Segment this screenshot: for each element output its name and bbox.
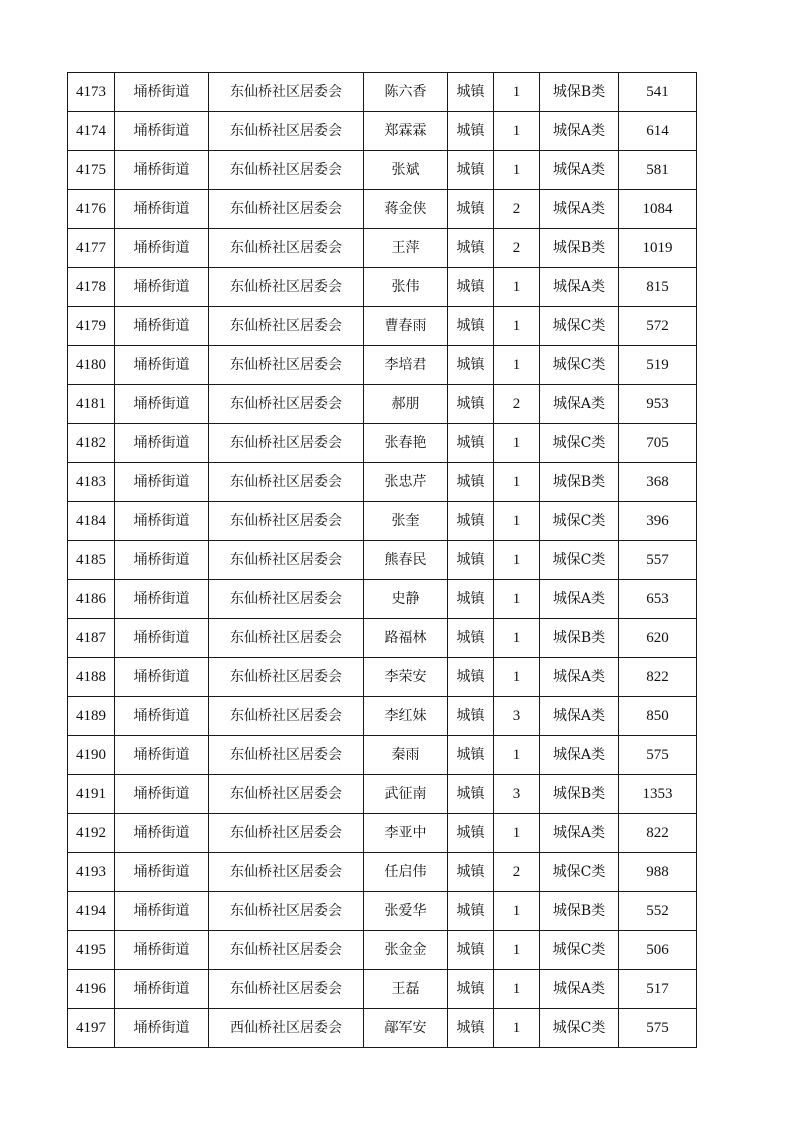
category-cell: 城保B类 [540, 619, 619, 658]
subdistrict-cell: 埇桥街道 [115, 190, 209, 229]
household-type-cell: 城镇 [448, 775, 494, 814]
serial-number-cell: 4179 [68, 307, 115, 346]
table-row [68, 190, 697, 229]
household-type-cell: 城镇 [448, 190, 494, 229]
name-cell: 张春艳 [364, 424, 448, 463]
category-cell: 城保C类 [540, 931, 619, 970]
category-cell: 城保A类 [540, 268, 619, 307]
subdistrict-cell: 埇桥街道 [115, 931, 209, 970]
table-row [68, 112, 697, 151]
table-row [68, 268, 697, 307]
household-type-cell: 城镇 [448, 229, 494, 268]
member-count-cell: 1 [494, 658, 540, 697]
table-row [68, 853, 697, 892]
household-type-cell: 城镇 [448, 970, 494, 1009]
category-cell: 城保C类 [540, 541, 619, 580]
community-cell: 东仙桥社区居委会 [209, 775, 364, 814]
amount-cell: 953 [619, 385, 697, 424]
community-cell: 西仙桥社区居委会 [209, 1009, 364, 1048]
table-row [68, 307, 697, 346]
member-count-cell: 2 [494, 385, 540, 424]
amount-cell: 988 [619, 853, 697, 892]
amount-cell: 552 [619, 892, 697, 931]
member-count-cell: 1 [494, 346, 540, 385]
household-type-cell: 城镇 [448, 346, 494, 385]
category-cell: 城保A类 [540, 385, 619, 424]
community-cell: 东仙桥社区居委会 [209, 736, 364, 775]
subdistrict-cell: 埇桥街道 [115, 541, 209, 580]
household-type-cell: 城镇 [448, 268, 494, 307]
serial-number-cell: 4190 [68, 736, 115, 775]
table-row [68, 73, 697, 112]
table-row [68, 892, 697, 931]
member-count-cell: 2 [494, 190, 540, 229]
subdistrict-cell: 埇桥街道 [115, 619, 209, 658]
name-cell: 蒋金侠 [364, 190, 448, 229]
name-cell: 李亚中 [364, 814, 448, 853]
amount-cell: 519 [619, 346, 697, 385]
table-row [68, 658, 697, 697]
community-cell: 东仙桥社区居委会 [209, 814, 364, 853]
category-cell: 城保A类 [540, 697, 619, 736]
member-count-cell: 1 [494, 112, 540, 151]
member-count-cell: 1 [494, 736, 540, 775]
community-cell: 东仙桥社区居委会 [209, 619, 364, 658]
community-cell: 东仙桥社区居委会 [209, 541, 364, 580]
table-row [68, 346, 697, 385]
subdistrict-cell: 埇桥街道 [115, 892, 209, 931]
serial-number-cell: 4173 [68, 73, 115, 112]
community-cell: 东仙桥社区居委会 [209, 580, 364, 619]
name-cell: 李培君 [364, 346, 448, 385]
subdistrict-cell: 埇桥街道 [115, 307, 209, 346]
member-count-cell: 2 [494, 853, 540, 892]
community-cell: 东仙桥社区居委会 [209, 307, 364, 346]
member-count-cell: 3 [494, 697, 540, 736]
household-type-cell: 城镇 [448, 658, 494, 697]
community-cell: 东仙桥社区居委会 [209, 268, 364, 307]
member-count-cell: 1 [494, 580, 540, 619]
name-cell: 李红妹 [364, 697, 448, 736]
community-cell: 东仙桥社区居委会 [209, 73, 364, 112]
category-cell: 城保A类 [540, 970, 619, 1009]
serial-number-cell: 4174 [68, 112, 115, 151]
household-type-cell: 城镇 [448, 1009, 494, 1048]
name-cell: 郑霖霖 [364, 112, 448, 151]
amount-cell: 1019 [619, 229, 697, 268]
table-row [68, 736, 697, 775]
serial-number-cell: 4175 [68, 151, 115, 190]
serial-number-cell: 4177 [68, 229, 115, 268]
table-row [68, 775, 697, 814]
member-count-cell: 1 [494, 463, 540, 502]
household-type-cell: 城镇 [448, 541, 494, 580]
serial-number-cell: 4185 [68, 541, 115, 580]
community-cell: 东仙桥社区居委会 [209, 151, 364, 190]
member-count-cell: 1 [494, 931, 540, 970]
amount-cell: 396 [619, 502, 697, 541]
serial-number-cell: 4193 [68, 853, 115, 892]
category-cell: 城保C类 [540, 853, 619, 892]
amount-cell: 575 [619, 736, 697, 775]
member-count-cell: 1 [494, 619, 540, 658]
table-row [68, 697, 697, 736]
member-count-cell: 1 [494, 268, 540, 307]
subdistrict-cell: 埇桥街道 [115, 775, 209, 814]
serial-number-cell: 4187 [68, 619, 115, 658]
household-type-cell: 城镇 [448, 853, 494, 892]
category-cell: 城保A类 [540, 736, 619, 775]
category-cell: 城保A类 [540, 580, 619, 619]
amount-cell: 575 [619, 1009, 697, 1048]
amount-cell: 822 [619, 814, 697, 853]
serial-number-cell: 4192 [68, 814, 115, 853]
amount-cell: 368 [619, 463, 697, 502]
member-count-cell: 1 [494, 970, 540, 1009]
community-cell: 东仙桥社区居委会 [209, 502, 364, 541]
household-type-cell: 城镇 [448, 112, 494, 151]
subdistrict-cell: 埇桥街道 [115, 229, 209, 268]
subdistrict-cell: 埇桥街道 [115, 736, 209, 775]
serial-number-cell: 4176 [68, 190, 115, 229]
name-cell: 秦雨 [364, 736, 448, 775]
subdistrict-cell: 埇桥街道 [115, 424, 209, 463]
amount-cell: 581 [619, 151, 697, 190]
table-row [68, 151, 697, 190]
name-cell: 张忠芹 [364, 463, 448, 502]
serial-number-cell: 4178 [68, 268, 115, 307]
serial-number-cell: 4189 [68, 697, 115, 736]
community-cell: 东仙桥社区居委会 [209, 658, 364, 697]
member-count-cell: 1 [494, 424, 540, 463]
category-cell: 城保C类 [540, 502, 619, 541]
category-cell: 城保C类 [540, 424, 619, 463]
category-cell: 城保B类 [540, 775, 619, 814]
roster-table [67, 72, 697, 1048]
category-cell: 城保A类 [540, 814, 619, 853]
name-cell: 王萍 [364, 229, 448, 268]
subdistrict-cell: 埇桥街道 [115, 814, 209, 853]
amount-cell: 620 [619, 619, 697, 658]
name-cell: 熊春民 [364, 541, 448, 580]
amount-cell: 517 [619, 970, 697, 1009]
community-cell: 东仙桥社区居委会 [209, 424, 364, 463]
name-cell: 任启伟 [364, 853, 448, 892]
table-row [68, 385, 697, 424]
community-cell: 东仙桥社区居委会 [209, 385, 364, 424]
community-cell: 东仙桥社区居委会 [209, 229, 364, 268]
community-cell: 东仙桥社区居委会 [209, 463, 364, 502]
serial-number-cell: 4197 [68, 1009, 115, 1048]
table-row [68, 970, 697, 1009]
household-type-cell: 城镇 [448, 697, 494, 736]
category-cell: 城保A类 [540, 658, 619, 697]
category-cell: 城保B类 [540, 463, 619, 502]
community-cell: 东仙桥社区居委会 [209, 853, 364, 892]
household-type-cell: 城镇 [448, 892, 494, 931]
household-type-cell: 城镇 [448, 73, 494, 112]
subdistrict-cell: 埇桥街道 [115, 502, 209, 541]
community-cell: 东仙桥社区居委会 [209, 970, 364, 1009]
subdistrict-cell: 埇桥街道 [115, 853, 209, 892]
household-type-cell: 城镇 [448, 424, 494, 463]
household-type-cell: 城镇 [448, 580, 494, 619]
household-type-cell: 城镇 [448, 151, 494, 190]
member-count-cell: 1 [494, 307, 540, 346]
amount-cell: 850 [619, 697, 697, 736]
subdistrict-cell: 埇桥街道 [115, 385, 209, 424]
roster-body [68, 73, 697, 1048]
household-type-cell: 城镇 [448, 307, 494, 346]
name-cell: 路福林 [364, 619, 448, 658]
amount-cell: 541 [619, 73, 697, 112]
subdistrict-cell: 埇桥街道 [115, 1009, 209, 1048]
household-type-cell: 城镇 [448, 385, 494, 424]
member-count-cell: 1 [494, 151, 540, 190]
community-cell: 东仙桥社区居委会 [209, 346, 364, 385]
household-type-cell: 城镇 [448, 619, 494, 658]
table-row [68, 814, 697, 853]
serial-number-cell: 4182 [68, 424, 115, 463]
member-count-cell: 1 [494, 1009, 540, 1048]
serial-number-cell: 4188 [68, 658, 115, 697]
table-row [68, 541, 697, 580]
name-cell: 张奎 [364, 502, 448, 541]
member-count-cell: 3 [494, 775, 540, 814]
amount-cell: 614 [619, 112, 697, 151]
name-cell: 张爱华 [364, 892, 448, 931]
serial-number-cell: 4191 [68, 775, 115, 814]
amount-cell: 822 [619, 658, 697, 697]
name-cell: 武征南 [364, 775, 448, 814]
amount-cell: 572 [619, 307, 697, 346]
category-cell: 城保A类 [540, 151, 619, 190]
member-count-cell: 1 [494, 73, 540, 112]
serial-number-cell: 4195 [68, 931, 115, 970]
amount-cell: 506 [619, 931, 697, 970]
subdistrict-cell: 埇桥街道 [115, 112, 209, 151]
member-count-cell: 2 [494, 229, 540, 268]
subdistrict-cell: 埇桥街道 [115, 268, 209, 307]
table-row [68, 619, 697, 658]
name-cell: 张金金 [364, 931, 448, 970]
category-cell: 城保B类 [540, 229, 619, 268]
member-count-cell: 1 [494, 502, 540, 541]
community-cell: 东仙桥社区居委会 [209, 112, 364, 151]
amount-cell: 557 [619, 541, 697, 580]
category-cell: 城保A类 [540, 190, 619, 229]
category-cell: 城保C类 [540, 346, 619, 385]
serial-number-cell: 4180 [68, 346, 115, 385]
serial-number-cell: 4196 [68, 970, 115, 1009]
category-cell: 城保B类 [540, 892, 619, 931]
category-cell: 城保C类 [540, 1009, 619, 1048]
household-type-cell: 城镇 [448, 931, 494, 970]
table-row [68, 229, 697, 268]
table-row [68, 931, 697, 970]
household-type-cell: 城镇 [448, 814, 494, 853]
category-cell: 城保C类 [540, 307, 619, 346]
name-cell: 郝朋 [364, 385, 448, 424]
serial-number-cell: 4181 [68, 385, 115, 424]
amount-cell: 815 [619, 268, 697, 307]
community-cell: 东仙桥社区居委会 [209, 931, 364, 970]
serial-number-cell: 4183 [68, 463, 115, 502]
name-cell: 张斌 [364, 151, 448, 190]
name-cell: 鄗军安 [364, 1009, 448, 1048]
table-row [68, 580, 697, 619]
name-cell: 曹春雨 [364, 307, 448, 346]
household-type-cell: 城镇 [448, 736, 494, 775]
amount-cell: 1084 [619, 190, 697, 229]
household-type-cell: 城镇 [448, 502, 494, 541]
subdistrict-cell: 埇桥街道 [115, 151, 209, 190]
subdistrict-cell: 埇桥街道 [115, 970, 209, 1009]
name-cell: 张伟 [364, 268, 448, 307]
table-row [68, 502, 697, 541]
table-row [68, 463, 697, 502]
subdistrict-cell: 埇桥街道 [115, 658, 209, 697]
serial-number-cell: 4184 [68, 502, 115, 541]
name-cell: 王磊 [364, 970, 448, 1009]
category-cell: 城保A类 [540, 112, 619, 151]
subdistrict-cell: 埇桥街道 [115, 697, 209, 736]
subdistrict-cell: 埇桥街道 [115, 73, 209, 112]
serial-number-cell: 4194 [68, 892, 115, 931]
community-cell: 东仙桥社区居委会 [209, 697, 364, 736]
member-count-cell: 1 [494, 892, 540, 931]
household-type-cell: 城镇 [448, 463, 494, 502]
community-cell: 东仙桥社区居委会 [209, 892, 364, 931]
amount-cell: 705 [619, 424, 697, 463]
member-count-cell: 1 [494, 814, 540, 853]
subdistrict-cell: 埇桥街道 [115, 580, 209, 619]
member-count-cell: 1 [494, 541, 540, 580]
community-cell: 东仙桥社区居委会 [209, 190, 364, 229]
name-cell: 史静 [364, 580, 448, 619]
amount-cell: 1353 [619, 775, 697, 814]
table-row [68, 1009, 697, 1048]
category-cell: 城保B类 [540, 73, 619, 112]
name-cell: 李荣安 [364, 658, 448, 697]
name-cell: 陈六香 [364, 73, 448, 112]
subdistrict-cell: 埇桥街道 [115, 346, 209, 385]
subdistrict-cell: 埇桥街道 [115, 463, 209, 502]
serial-number-cell: 4186 [68, 580, 115, 619]
table-row [68, 424, 697, 463]
amount-cell: 653 [619, 580, 697, 619]
